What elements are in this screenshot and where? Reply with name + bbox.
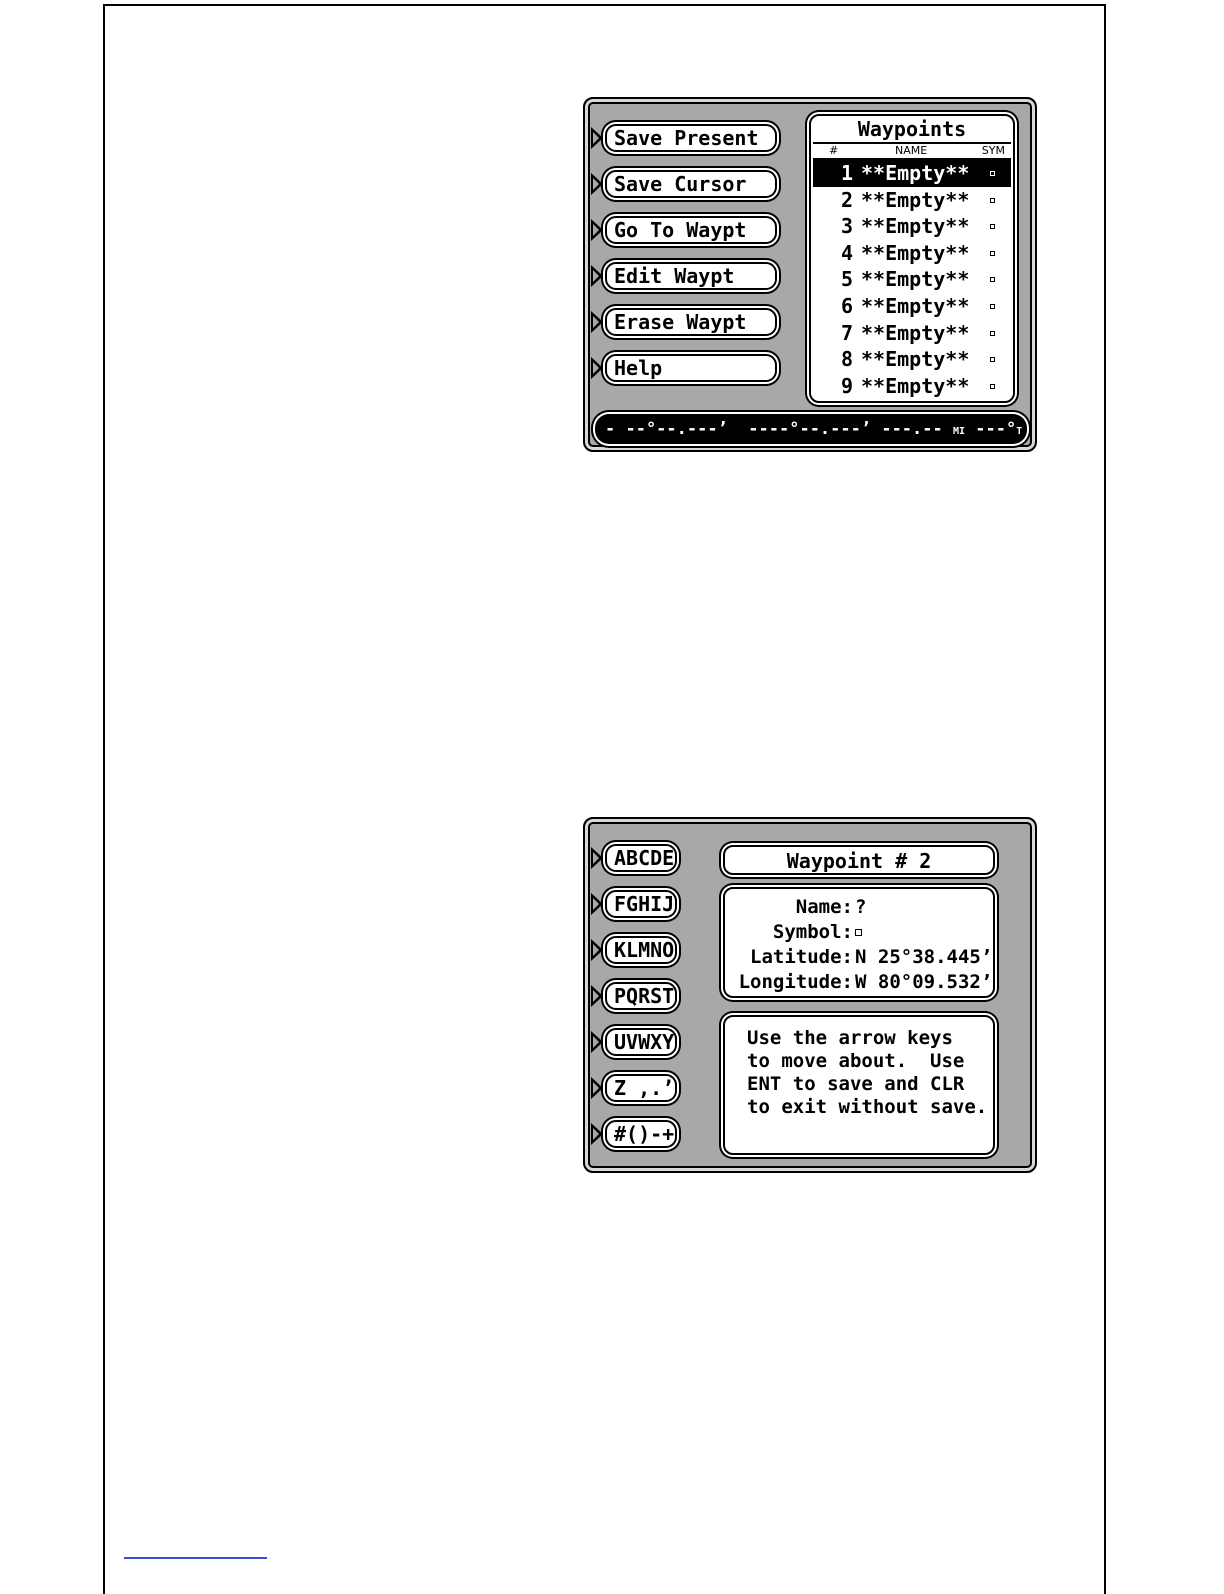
waypoint-number: 7: [840, 320, 853, 345]
waypoint-row[interactable]: [813, 160, 1011, 187]
column-number: #: [829, 144, 839, 157]
softkey-arrow-icon: [591, 985, 603, 1007]
waypoint-symbol-icon: [990, 224, 995, 229]
uvwxy-button[interactable]: UVWXY: [605, 1028, 677, 1056]
waypoint-number: 5: [840, 267, 853, 292]
erase-waypt-softkey[interactable]: [591, 308, 777, 336]
waypoint-name: **Empty**: [861, 320, 970, 345]
help-text: Use the arrow keys to move about. Use ENT to save and CLR to exit without save.: [747, 1027, 988, 1118]
softkey-arrow-icon: [591, 893, 603, 915]
softkey-arrow-icon: [591, 847, 603, 869]
waypoint-number: 2: [840, 187, 853, 212]
help-panel: [723, 1015, 995, 1155]
waypoint-row[interactable]: [813, 320, 1011, 347]
klmno-softkey[interactable]: [591, 936, 677, 964]
symbols-button[interactable]: #()-+: [605, 1120, 677, 1148]
latitude-label: Latitude:: [750, 946, 853, 968]
edit-waypt-button[interactable]: Edit Waypt: [605, 262, 777, 290]
punctuation-softkey[interactable]: [591, 1074, 677, 1102]
waypoint-symbol-icon: [990, 331, 995, 336]
softkey-arrow-icon: [591, 939, 603, 961]
waypoint-name: **Empty**: [861, 293, 970, 318]
softkey-arrow-icon: [591, 1031, 603, 1053]
save-present-button[interactable]: Save Present: [605, 124, 777, 152]
abcde-softkey[interactable]: [591, 844, 677, 872]
longitude-label: Longitude:: [738, 971, 853, 993]
waypoint-row[interactable]: [813, 213, 1011, 240]
edit-waypt-softkey[interactable]: [591, 262, 777, 290]
punctuation-button[interactable]: Z ,.’: [605, 1074, 677, 1102]
symbol-value[interactable]: [855, 920, 862, 945]
waypoint-symbol-icon: [990, 198, 995, 203]
waypoint-symbol-icon: [990, 384, 995, 389]
softkey-arrow-icon: [591, 127, 603, 149]
waypoint-row[interactable]: [813, 266, 1011, 293]
footnote-rule: [124, 1557, 267, 1559]
uvwxy-softkey[interactable]: [591, 1028, 677, 1056]
position-readout: - --°--.---’ ----°--.---’ ---.--: [605, 419, 953, 439]
waypoint-symbol-icon: [990, 304, 995, 309]
waypoint-rows: [811, 160, 1013, 399]
latitude-value[interactable]: N 25°38.445’: [855, 946, 993, 968]
waypoints-column-header: [813, 142, 1011, 160]
waypoint-number: 3: [840, 214, 853, 239]
softkey-arrow-icon: [591, 219, 603, 241]
waypoint-name: **Empty**: [861, 240, 970, 265]
status-bar: [595, 414, 1027, 444]
waypoint-edit-screen: [583, 817, 1037, 1173]
waypoint-row[interactable]: [813, 293, 1011, 320]
pqrst-softkey[interactable]: [591, 982, 677, 1010]
help-button[interactable]: Help: [605, 354, 777, 382]
waypoint-row[interactable]: [813, 240, 1011, 267]
pqrst-button[interactable]: PQRST: [605, 982, 677, 1010]
waypoint-symbol-icon: [990, 171, 995, 176]
waypoint-name: **Empty**: [861, 373, 970, 398]
waypoint-fields-panel: [723, 887, 995, 998]
symbols-softkey[interactable]: [591, 1120, 677, 1148]
waypoint-number: 4: [840, 240, 853, 265]
waypoint-symbol-icon: [990, 277, 995, 282]
waypoint-number-title: Waypoint # 2: [786, 849, 932, 873]
symbol-field[interactable]: [725, 920, 993, 945]
klmno-button[interactable]: KLMNO: [605, 936, 677, 964]
name-field[interactable]: [725, 895, 993, 920]
waypoint-row[interactable]: [813, 346, 1011, 373]
column-symbol: SYM: [981, 144, 1005, 157]
softkey-arrow-icon: [591, 265, 603, 287]
save-cursor-softkey[interactable]: [591, 170, 777, 198]
erase-waypt-button[interactable]: Erase Waypt: [605, 308, 777, 336]
help-softkey[interactable]: [591, 354, 777, 382]
waypoint-name: **Empty**: [861, 187, 970, 212]
bearing-readout: ---°: [965, 419, 1017, 439]
waypoint-row[interactable]: [813, 373, 1011, 400]
waypoint-name: **Empty**: [861, 267, 970, 292]
waypoints-title: Waypoints: [857, 117, 967, 141]
save-present-softkey[interactable]: [591, 124, 777, 152]
save-cursor-button[interactable]: Save Cursor: [605, 170, 777, 198]
fghij-softkey[interactable]: [591, 890, 677, 918]
waypoint-name: **Empty**: [861, 214, 970, 239]
softkey-arrow-icon: [591, 1123, 603, 1145]
waypoint-symbol-icon: [855, 929, 862, 936]
waypoint-row[interactable]: [813, 187, 1011, 214]
go-to-waypt-button[interactable]: Go To Waypt: [605, 216, 777, 244]
waypoint-list-screen: [583, 97, 1037, 452]
bearing-unit: T: [1016, 426, 1023, 437]
waypoint-number: 1: [840, 161, 853, 185]
column-name: NAME: [895, 144, 928, 157]
latitude-field[interactable]: [725, 945, 993, 970]
waypoint-name: **Empty**: [861, 161, 970, 185]
fghij-button[interactable]: FGHIJ: [605, 890, 677, 918]
name-value[interactable]: ?: [855, 896, 867, 918]
distance-unit: MI: [953, 426, 966, 437]
softkey-arrow-icon: [591, 311, 603, 333]
waypoint-symbol-icon: [990, 357, 995, 362]
name-label: Name:: [795, 896, 853, 918]
longitude-value[interactable]: W 80°09.532’: [855, 971, 993, 993]
waypoint-name: **Empty**: [861, 347, 970, 372]
go-to-waypt-softkey[interactable]: [591, 216, 777, 244]
abcde-button[interactable]: ABCDE: [605, 844, 677, 872]
waypoint-symbol-icon: [990, 251, 995, 256]
edit-title-panel: [723, 845, 995, 875]
symbol-label: Symbol:: [772, 921, 853, 943]
waypoint-number: 8: [840, 347, 853, 372]
waypoint-number: 6: [840, 293, 853, 318]
waypoint-number: 9: [840, 373, 853, 398]
softkey-arrow-icon: [591, 1077, 603, 1099]
waypoints-panel: [809, 114, 1015, 403]
longitude-field[interactable]: [725, 970, 993, 995]
softkey-arrow-icon: [591, 173, 603, 195]
softkey-arrow-icon: [591, 357, 603, 379]
